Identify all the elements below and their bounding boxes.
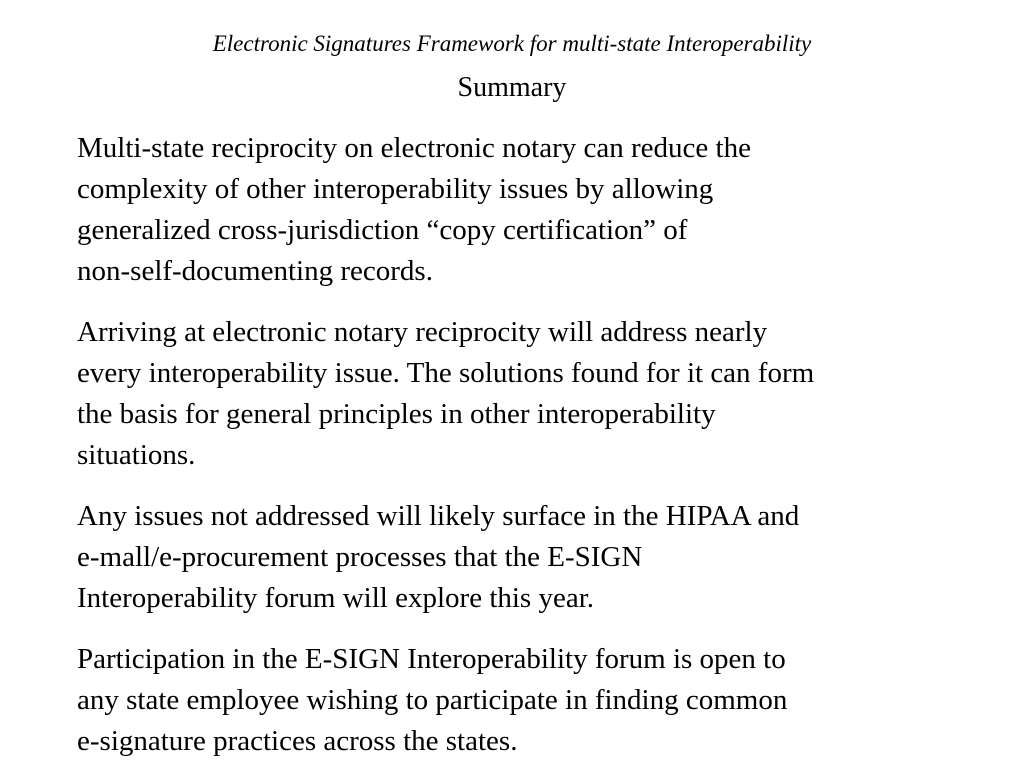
text-line: the basis for general principles in other interoperability xyxy=(77,398,716,430)
text-line: Interoperability forum will explore this year. xyxy=(77,582,595,614)
text-line: Arriving at electronic notary reciprocity will address nearly xyxy=(77,316,768,348)
text-line: situations. xyxy=(77,439,196,471)
text-line: Multi-state reciprocity on electronic notary can reduce the xyxy=(77,132,751,164)
paragraph-hipaa xyxy=(77,496,957,619)
text-line: non-self-documenting records. xyxy=(77,255,433,287)
paragraph-reciprocity xyxy=(77,128,957,292)
text-line: e-mall/e-procurement processes that the E-SIGN xyxy=(77,541,643,573)
text-line: any state employee wishing to participate in finding common xyxy=(77,684,788,716)
body-text xyxy=(77,128,957,768)
page-title: Electronic Signatures Framework for multi-state Interoperability xyxy=(212,31,812,56)
paragraph-notary xyxy=(77,312,957,476)
section-heading: Summary xyxy=(457,72,567,103)
text-line: Any issues not addressed will likely surface in the HIPAA and xyxy=(77,500,800,532)
text-line: Participation in the E-SIGN Interoperability forum is open to xyxy=(77,643,786,675)
paragraph-participation xyxy=(77,639,957,762)
text-line: complexity of other interoperability issues by allowing xyxy=(77,173,714,205)
text-line: every interoperability issue. The solutions found for it can form xyxy=(77,357,815,389)
text-line: e-signature practices across the states. xyxy=(77,725,518,757)
text-line: generalized cross-jurisdiction “copy certification” of xyxy=(77,214,688,246)
